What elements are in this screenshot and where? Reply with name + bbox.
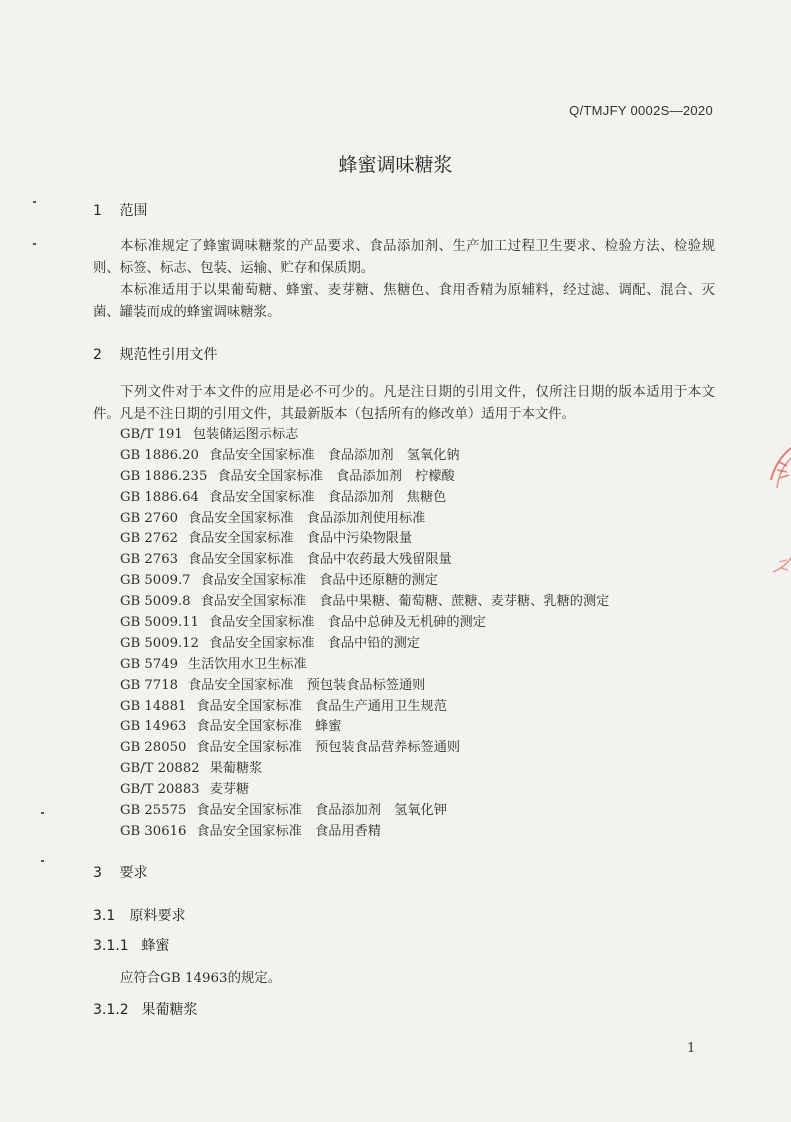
reference-item: [120, 801, 609, 822]
reference-title: 包装储运图示标志: [192, 427, 299, 442]
reference-code: GB 5009.7: [120, 573, 191, 589]
section-number: 3.1: [93, 908, 116, 924]
reference-code: GB 5009.12: [120, 635, 199, 651]
reference-code: GB 5009.8: [120, 594, 191, 610]
section-1-heading: [93, 200, 147, 220]
reference-item: [120, 613, 609, 634]
reference-code: GB 14963: [120, 719, 187, 735]
reference-item: [120, 822, 609, 843]
document-title: 蜂蜜调味糖浆: [338, 154, 453, 176]
reference-title: 食品安全国家标准 预包装食品标签通则: [187, 677, 426, 693]
reference-title: 食品安全国家标准 蜂蜜: [196, 719, 342, 735]
reference-item: [120, 488, 609, 509]
section-title: 原料要求: [129, 908, 186, 924]
reference-title: 食品安全国家标准 食品添加剂 氢氧化钠: [208, 447, 460, 463]
reference-title: 食品安全国家标准 食品中还原糖的测定: [200, 573, 438, 589]
reference-title: 食品安全国家标准 食品添加剂使用标准: [187, 510, 426, 526]
reference-list: [120, 425, 609, 843]
document-code: Q/TMJFY 0002S—2020: [569, 103, 713, 118]
scan-speck: [41, 860, 44, 862]
reference-item: [120, 738, 609, 759]
reference-code: GB 1886.235: [120, 468, 208, 484]
section-3-1-1-heading: [93, 935, 169, 955]
section-number: 3: [93, 865, 102, 881]
reference-title: 食品安全国家标准 食品添加剂 焦糖色: [208, 489, 447, 505]
reference-item: [120, 571, 609, 592]
reference-item: [120, 467, 609, 488]
reference-code: GB/T 20883: [120, 782, 200, 798]
reference-code: GB/T 20882: [120, 761, 200, 777]
honey-requirement-text: 应符合GB 14963的规定。: [120, 971, 282, 986]
reference-title: 食品安全国家标准 食品中农药最大残留限量: [187, 552, 452, 568]
scope-paragraph-1: 本标准规定了蜂蜜调味糖浆的产品要求、食品添加剂、生产加工过程卫生要求、检验方法、检验规则、标签、标志、包装、运输、贮存和保质期。: [93, 239, 715, 276]
section-2-heading: [93, 344, 217, 364]
scope-paragraph-2: 本标准适用于以果葡萄糖、蜂蜜、麦芽糖、焦糖色、食用香精为原辅料，经过滤、调配、混合、灭菌、罐装而成的蜂蜜调味糖浆。: [93, 283, 715, 320]
reference-item: [120, 529, 609, 550]
scan-speck: [33, 201, 36, 203]
scan-speck: [41, 812, 44, 814]
reference-item: [120, 759, 609, 780]
reference-title: 食品安全国家标准 食品中总砷及无机砷的测定: [208, 615, 486, 631]
reference-code: GB 2760: [120, 510, 178, 526]
red-seal-stamp: [765, 440, 791, 590]
section-3-heading: [93, 862, 147, 882]
section-3-1-heading: [93, 905, 185, 925]
reference-title: 食品安全国家标准 食品添加剂 氢氧化钾: [196, 803, 447, 819]
section-title: 要求: [119, 865, 148, 881]
section-3-1-2-heading: [93, 999, 197, 1019]
reference-item: [120, 425, 609, 446]
reference-item: [120, 509, 609, 530]
reference-item: [120, 655, 609, 676]
section-number: 3.1.1: [93, 938, 129, 954]
reference-item: [120, 446, 609, 467]
section-number: 2: [93, 347, 102, 363]
reference-code: GB 25575: [120, 803, 187, 819]
section-number: 3.1.2: [93, 1002, 129, 1018]
reference-code: GB 7718: [120, 677, 178, 693]
reference-code: GB 1886.64: [120, 489, 199, 505]
reference-code: GB 1886.20: [120, 447, 199, 463]
scan-speck: [33, 243, 36, 245]
reference-title: 食品安全国家标准 食品用香精: [196, 823, 381, 839]
reference-title: 食品安全国家标准 食品中果糖、葡萄糖、蔗糖、麦芽糖、乳糖的测定: [200, 594, 610, 610]
reference-title: 食品安全国家标准 食品生产通用卫生规范: [196, 698, 447, 714]
section-title: 果葡糖浆: [141, 1002, 198, 1018]
section-title: 范围: [119, 203, 148, 219]
reference-code: GB 14881: [120, 698, 187, 714]
section-title: 蜂蜜: [141, 938, 170, 954]
page-number: 1: [687, 1041, 696, 1056]
reference-item: [120, 550, 609, 571]
reference-item: [120, 717, 609, 738]
section-title: 规范性引用文件: [119, 347, 218, 363]
reference-code: GB 5749: [120, 656, 178, 672]
references-intro: 下列文件对于本文件的应用是必不可少的。凡是注日期的引用文件，仅所注日期的版本适用于本文件。凡是不注日期的引用文件，其最新版本（包括所有的修改单）适用于本文件。: [93, 385, 715, 422]
reference-code: GB 5009.11: [120, 615, 199, 631]
reference-item: [120, 780, 609, 801]
reference-code: GB 2763: [120, 552, 178, 568]
reference-title: 食品安全国家标准 食品中铅的测定: [208, 635, 420, 651]
reference-code: GB 28050: [120, 740, 187, 756]
reference-title: 生活饮用水卫生标准: [187, 656, 307, 672]
reference-item: [120, 634, 609, 655]
reference-code: GB 30616: [120, 823, 187, 839]
reference-code: GB 2762: [120, 531, 178, 547]
reference-title: 食品安全国家标准 食品中污染物限量: [187, 531, 413, 547]
section-number: 1: [93, 203, 102, 219]
reference-item: [120, 676, 609, 697]
reference-title: 麦芽糖: [209, 782, 250, 798]
reference-item: [120, 697, 609, 718]
reference-title: 果葡糖浆: [209, 761, 263, 777]
reference-item: [120, 592, 609, 613]
reference-title: 食品安全国家标准 食品添加剂 柠檬酸: [217, 468, 455, 484]
reference-title: 食品安全国家标准 预包装食品营养标签通则: [196, 740, 461, 756]
reference-code: GB/T 191: [120, 427, 183, 442]
